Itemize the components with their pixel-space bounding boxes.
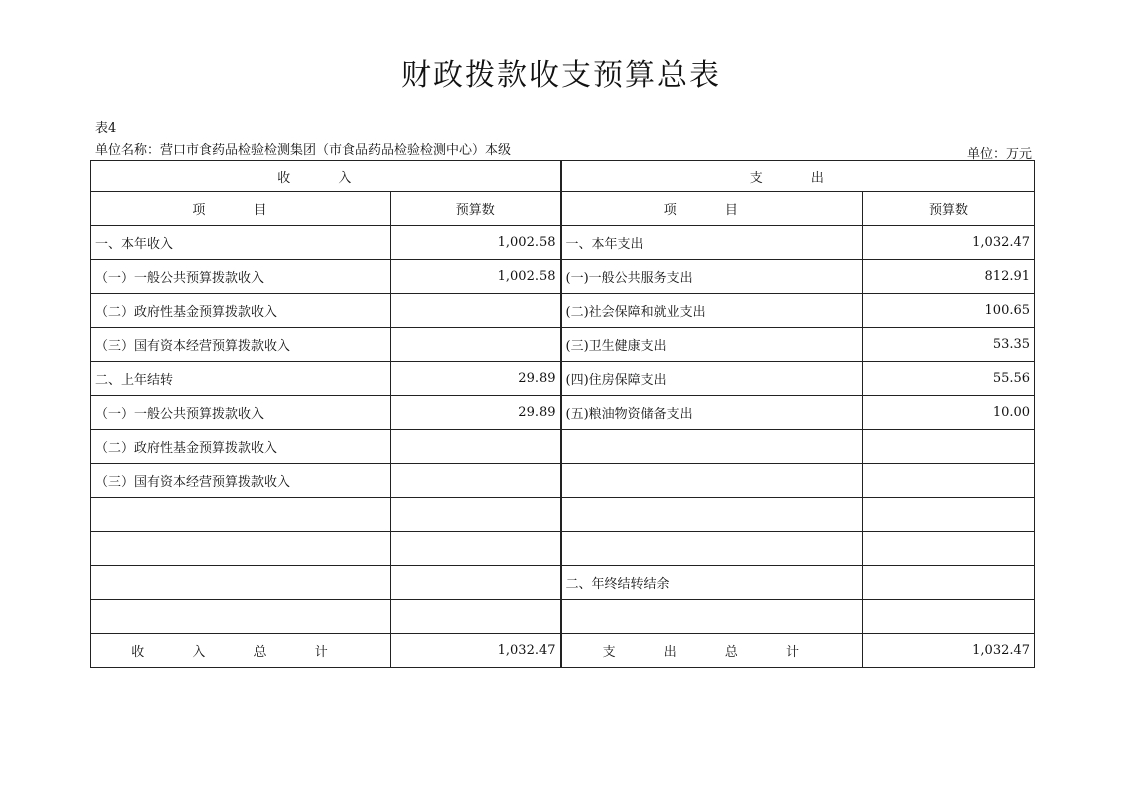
income-value-cell <box>391 600 561 634</box>
income-value-cell: 29.89 <box>391 396 561 430</box>
income-item-header: 项 目 <box>91 192 391 226</box>
expense-item-cell: (四)住房保障支出 <box>561 362 863 396</box>
income-item-cell: （二）政府性基金预算拨款收入 <box>91 430 391 464</box>
income-value-cell <box>391 532 561 566</box>
income-section-header: 收 入 <box>91 161 561 192</box>
unit-name: 单位名称：营口市食药品检验检测集团（市食品药品检验检测中心）本级 <box>95 143 512 158</box>
expense-value-cell <box>863 498 1035 532</box>
table-number: 表4 <box>95 121 117 136</box>
income-item-cell <box>91 532 391 566</box>
expense-value-cell: 100.65 <box>863 294 1035 328</box>
income-item-cell: （一）一般公共预算拨款收入 <box>91 396 391 430</box>
expense-item-cell: (二)社会保障和就业支出 <box>561 294 863 328</box>
table-row <box>91 226 1035 260</box>
income-item-cell: 一、本年收入 <box>91 226 391 260</box>
table-row <box>91 532 1035 566</box>
table-row <box>91 362 1035 396</box>
expense-total-label: 支 出 总 计 <box>561 634 863 668</box>
income-value-cell <box>391 430 561 464</box>
expense-item-cell <box>561 498 863 532</box>
income-item-cell <box>91 498 391 532</box>
expense-total-value: 1,032.47 <box>863 634 1035 668</box>
expense-value-cell: 812.91 <box>863 260 1035 294</box>
income-item-cell <box>91 566 391 600</box>
expense-value-cell <box>863 464 1035 498</box>
table-row <box>91 260 1035 294</box>
income-value-cell <box>391 294 561 328</box>
expense-item-cell: (三)卫生健康支出 <box>561 328 863 362</box>
expense-value-cell: 1,032.47 <box>863 226 1035 260</box>
income-value-cell: 29.89 <box>391 362 561 396</box>
income-item-cell: （二）政府性基金预算拨款收入 <box>91 294 391 328</box>
income-value-cell <box>391 566 561 600</box>
unit-label: 单位：万元 <box>966 147 1032 162</box>
expense-item-cell: 二、年终结转结余 <box>561 566 863 600</box>
income-item-cell <box>91 600 391 634</box>
expense-value-cell: 55.56 <box>863 362 1035 396</box>
income-value-cell <box>391 498 561 532</box>
table-row <box>91 294 1035 328</box>
table-row <box>91 566 1035 600</box>
table-row <box>91 396 1035 430</box>
expense-item-cell <box>561 464 863 498</box>
expense-item-cell <box>561 532 863 566</box>
income-item-cell: （三）国有资本经营预算拨款收入 <box>91 328 391 362</box>
income-value-cell: 1,002.58 <box>391 226 561 260</box>
expense-item-cell: (五)粮油物资储备支出 <box>561 396 863 430</box>
table-row <box>91 498 1035 532</box>
expense-budget-header: 预算数 <box>863 192 1035 226</box>
income-item-cell: （三）国有资本经营预算拨款收入 <box>91 464 391 498</box>
table-row <box>91 600 1035 634</box>
budget-table <box>90 160 1035 668</box>
expense-value-cell: 53.35 <box>863 328 1035 362</box>
income-value-cell <box>391 464 561 498</box>
table-row <box>91 328 1035 362</box>
expense-item-cell <box>561 430 863 464</box>
table-row <box>91 430 1035 464</box>
income-value-cell: 1,002.58 <box>391 260 561 294</box>
table-row <box>91 464 1035 498</box>
expense-item-header: 项 目 <box>561 192 863 226</box>
expense-section-header: 支 出 <box>561 161 1035 192</box>
expense-value-cell <box>863 600 1035 634</box>
expense-value-cell <box>863 430 1035 464</box>
income-value-cell <box>391 328 561 362</box>
income-budget-header: 预算数 <box>391 192 561 226</box>
expense-item-cell <box>561 600 863 634</box>
income-total-value: 1,032.47 <box>391 634 561 668</box>
expense-item-cell: (一)一般公共服务支出 <box>561 260 863 294</box>
expense-value-cell <box>863 532 1035 566</box>
income-item-cell: 二、上年结转 <box>91 362 391 396</box>
expense-value-cell <box>863 566 1035 600</box>
expense-item-cell: 一、本年支出 <box>561 226 863 260</box>
page-title: 财政拨款收支预算总表 <box>401 58 721 93</box>
income-item-cell: （一）一般公共预算拨款收入 <box>91 260 391 294</box>
income-total-label: 收 入 总 计 <box>91 634 391 668</box>
expense-value-cell: 10.00 <box>863 396 1035 430</box>
